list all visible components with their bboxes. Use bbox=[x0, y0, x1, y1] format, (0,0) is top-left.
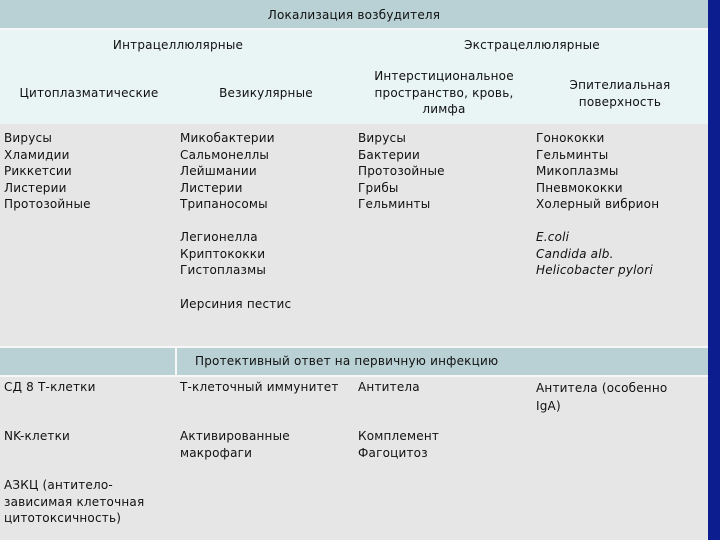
table-title: Локализация возбудителя bbox=[267, 8, 441, 22]
response-antibodies: Антитела bbox=[358, 380, 420, 394]
protective-response-title: Протективный ответ на первичную инфекцию bbox=[195, 354, 499, 368]
list-item: Риккетсии bbox=[4, 164, 72, 178]
list-item: Гельминты bbox=[358, 197, 431, 211]
response-t-cell-immunity: Т-клеточный иммунитет bbox=[180, 380, 339, 394]
divider bbox=[0, 346, 708, 348]
list-item: Сальмонеллы bbox=[180, 147, 270, 162]
pathogen-list-cytoplasmic bbox=[4, 130, 91, 213]
list-item: Helicobacter pylori bbox=[536, 263, 653, 277]
list-item: Пневмококки bbox=[536, 180, 623, 195]
pathogen-list-epithelial-2 bbox=[536, 229, 653, 279]
response-adcc: АЗКЦ (антитело- зависимая клеточная цитотоксичность) bbox=[4, 478, 145, 525]
response-nk-cells: NK-клетки bbox=[4, 429, 71, 443]
pathogen-list-vesicular bbox=[180, 130, 275, 213]
divider bbox=[0, 375, 708, 377]
list-item: Candida alb. bbox=[536, 246, 614, 261]
list-item: Вирусы bbox=[4, 131, 53, 145]
list-item: E.coli bbox=[536, 230, 570, 244]
list-item: Легионелла bbox=[180, 230, 258, 244]
column-header-epithelial: Эпителиальная поверхность bbox=[569, 78, 671, 109]
column-header-vesicular: Везикулярные bbox=[219, 86, 313, 100]
response-antibodies-iga: Антитела (особенно IgA) bbox=[536, 381, 668, 413]
list-item: Лейшмании bbox=[180, 164, 257, 178]
divider bbox=[0, 28, 708, 30]
slide-edge-bar bbox=[708, 0, 720, 540]
pathogen-yersinia: Иерсиния пестис bbox=[180, 297, 292, 311]
list-item: Трипаносомы bbox=[180, 197, 268, 211]
list-item: Гонококки bbox=[536, 131, 605, 145]
list-item: Гистоплазмы bbox=[180, 263, 267, 277]
pathogen-list-interstitial bbox=[358, 130, 445, 213]
column-header-cytoplasmic: Цитоплазматические bbox=[19, 86, 159, 100]
column-header-interstitial: Интерстициональное пространство, кровь, лимфа bbox=[374, 69, 514, 116]
list-item: Микобактерии bbox=[180, 131, 275, 145]
list-item: Бактерии bbox=[358, 147, 421, 162]
list-item: Хламидии bbox=[4, 147, 70, 162]
pathogen-list-vesicular-2 bbox=[180, 229, 266, 279]
group-intracellular: Интрацеллюлярные bbox=[112, 38, 244, 52]
list-item: Криптококки bbox=[180, 246, 266, 261]
list-item: Микоплазмы bbox=[536, 164, 619, 178]
pathogen-list-epithelial bbox=[536, 130, 659, 213]
list-item: Протозойные bbox=[4, 197, 91, 211]
list-item: Грибы bbox=[358, 180, 399, 195]
list-item: Гельминты bbox=[536, 147, 609, 162]
list-item: Листерии bbox=[4, 180, 67, 195]
response-macrophages: Активированные макрофаги bbox=[180, 429, 290, 460]
list-item: Листерии bbox=[180, 180, 243, 195]
group-extracellular: Экстрацеллюлярные bbox=[464, 38, 600, 52]
response-complement: Комплемент Фагоцитоз bbox=[358, 429, 440, 460]
list-item: Вирусы bbox=[358, 131, 407, 145]
list-item: Протозойные bbox=[358, 164, 445, 178]
response-cd8: СД 8 Т-клетки bbox=[4, 380, 96, 394]
list-item: Холерный вибрион bbox=[536, 197, 660, 211]
divider bbox=[175, 348, 177, 376]
